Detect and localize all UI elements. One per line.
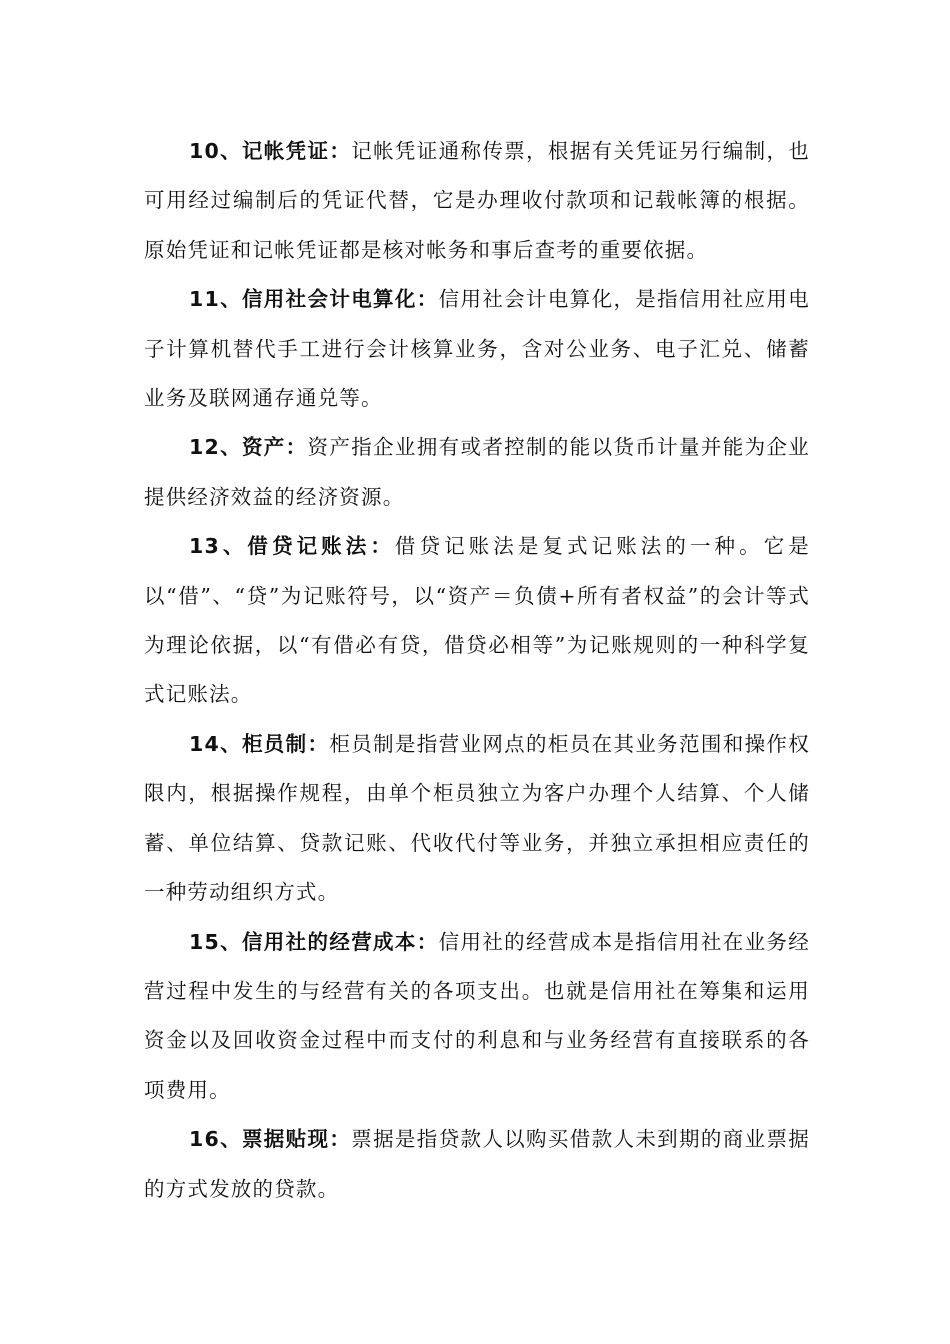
definition-entry-11 bbox=[144, 275, 810, 423]
entry-text: 信用社会计电算化，是指信用社应用电子计算机替代手工进行会计核算业务，含对公业务、电子汇兑、储蓄业务及联网通存通兑等。 bbox=[144, 287, 810, 411]
entry-text: 记帐凭证通称传票，根据有关凭证另行编制，也可用经过编制后的凭证代替，它是办理收付款项和记载帐簿的根据。原始凭证和记帐凭证都是核对帐务和事后查考的重要依据。 bbox=[144, 139, 810, 262]
entry-number: 16、 bbox=[189, 1127, 242, 1152]
entry-number: 13、 bbox=[189, 534, 248, 559]
entry-number: 12、 bbox=[189, 435, 242, 460]
entry-text: 借贷记账法是复式记账法的一种。它是以“借”、“贷”为记账符号，以“资产＝负债+所有者权益”的会计等式为理论依据，以“有借必有贷，借贷必相等”为记账规则的一种科学复式记账法。 bbox=[144, 534, 810, 707]
entry-text: 票据是指贷款人以购买借款人未到期的商业票据的方式发放的贷款。 bbox=[144, 1127, 810, 1201]
definition-entry-14 bbox=[144, 720, 810, 918]
entry-term: 票据贴现： bbox=[241, 1127, 352, 1152]
definition-entry-13 bbox=[144, 522, 810, 720]
entry-term: 信用社的经营成本： bbox=[241, 929, 439, 954]
entry-text: 资产指企业拥有或者控制的能以货币计量并能为企业提供经济效益的经济资源。 bbox=[144, 435, 810, 509]
entry-term: 信用社会计电算化： bbox=[241, 287, 439, 312]
entry-term: 柜员制： bbox=[241, 731, 330, 756]
definition-entry-15 bbox=[144, 918, 810, 1116]
entry-text: 信用社的经营成本是指信用社在业务经营过程中发生的与经营有关的各项支出。也就是信用社在筹集和运用资金以及回收资金过程中而支付的利息和与业务经营有直接联系的各项费用。 bbox=[144, 929, 810, 1102]
entry-number: 10、 bbox=[189, 139, 242, 163]
definition-entry-16 bbox=[144, 1115, 810, 1214]
entry-number: 14、 bbox=[189, 731, 242, 756]
definitions-list bbox=[144, 127, 810, 1214]
entry-term: 借贷记账法： bbox=[247, 534, 395, 559]
definition-entry-12 bbox=[144, 423, 810, 522]
entry-text: 柜员制是指营业网点的柜员在其业务范围和操作权限内，根据操作规程，由单个柜员独立为客户办理个人结算、个人储蓄、单位结算、贷款记账、代收代付等业务，并独立承担相应责任的一种劳动组织方式。 bbox=[144, 731, 810, 905]
entry-number: 15、 bbox=[189, 929, 242, 954]
definition-entry-10 bbox=[144, 127, 810, 275]
entry-number: 11、 bbox=[189, 287, 242, 312]
entry-term: 资产： bbox=[241, 435, 308, 460]
entry-term: 记帐凭证： bbox=[241, 139, 352, 163]
